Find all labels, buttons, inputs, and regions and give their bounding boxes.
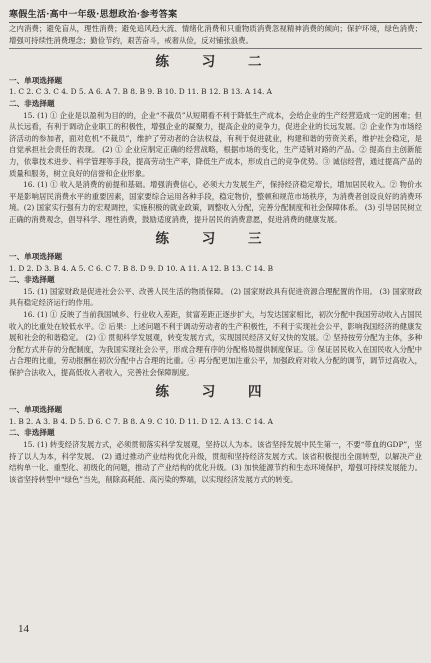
subheading: 二、非选择题: [9, 428, 55, 438]
section-title: 练 习 二: [155, 54, 276, 71]
subheading: 一、单项选择题: [9, 75, 63, 85]
answer-paragraph: 16. (1) ① 收入是消费的前提和基础。增强消费信心，必须大力发展生产，保持经济稳定增长，增加居民收入。② 物价水平是影响居民消费水平的重要因素，国家要综合运用各种手段，稳定物价，整顿和规范市场秩序，为消费者创设良好的消费环境。(2) 国家实行强有力的宏观调控，实施积极的就业政策，调整收入分配，完善分配制度和社会保障体系。 (3) 引导居民树立正确的消费观念，倡导科学、理性消费，鼓励适度消费，提升居民的消费意愿，促进消费的健康发展。: [9, 180, 422, 224]
divider: [9, 48, 422, 49]
subheading: 二、非选择题: [9, 98, 55, 108]
answer-line: 1. B 2. A 3. B 4. D 5. D 6. C 7. B 8. A 9. C 10. D 11. D 12. A 13. C 14. A: [9, 416, 273, 426]
subheading: 一、单项选择题: [9, 405, 63, 415]
answer-paragraph: 15. (1) 国家财政是促进社会公平、改善人民生活的物质保障。 (2) 国家财政具有促进资源合理配置的作用。 (3) 国家财政具有稳定经济运行的作用。: [9, 286, 422, 308]
subheading: 二、非选择题: [9, 275, 55, 285]
answer-paragraph: 15. (1) 转变经济发展方式，必须贯彻落实科学发展观，坚持以人为本。该省坚持发展中民生第一，不要“带血的GDP”，坚持了以人为本，科学发展。 (2) 通过推动产业结构优化升级，贯彻和坚持经济发展方式。该省积极提出全面转型，以解决产业结构单一化、重型化、初级化的问题，推动了产业结构的优化升级。(3) 加快能源节约和生态环境保护，增强可持续发展能力。该省坚持转型中“绿色”当先，削除高耗能、高污染的弊端，以实现经济发展方式的转变。: [9, 440, 422, 484]
subheading: 一、单项选择题: [9, 252, 63, 262]
page-header: [9, 6, 422, 23]
answer-line: 1. C 2. C 3. C 4. D 5. A 6. A 7. B 8. B 9. B 10. D 11. B 12. B 13. A 14. A: [9, 87, 272, 97]
answer-paragraph: 15. (1) ① 企业是以盈利为目的的，企业“不裁员”从短期看不利于降低生产成本，会给企业的生产经营造成一定的困难；但从长远看，有利于调动企业职工的积极性，增强企业的凝聚力，提高企业的竞争力，促进企业的长远发展。② 企业作为市场经济活动的参加者，面对危机“不裁员”，维护了劳动者的合法权益，有利于促进就业，构建和谐的劳资关系，维护社会稳定，是自觉承担社会责任的表现。 (2) ① 企业应制定正确的经营战略，根据市场的变化，生产适销对路的产品。② 提高自主创新能力，依靠技术进步、科学管理等手段，提高劳动生产率，降低生产成本，形成自己的竞争优势。③ 诚信经营，通过提高产品的质量和服务，树立良好的信誉和企业形象。: [9, 110, 422, 178]
intro-paragraph: 之内消费；避免盲从，理性消费；避免追风趋大流、情绪化消费和只重物质消费忽视精神消费的倾向；保护环境，绿色消费；增强可持续性消费理念；勤俭节约，艰苦奋斗，戒奢从俭，反对铺张浪费。: [9, 24, 422, 45]
answer-line: 1. D 2. D 3. B 4. A 5. C 6. C 7. B 8. D 9. D 10. A 11. A 12. B 13. C 14. B: [9, 263, 274, 273]
answer-paragraph: 16. (1) ① 反映了当前我国城乡、行业收入差距，贫富差距正逐步扩大，与发达国家相比，初次分配中我国劳动收入占国民收入的比重处在较低水平。② 后果：上述问题不利于调动劳动者的生产积极性，不利于实现社会公平，影响我国经济的健康发展和社会的和谐稳定。 (2) ① 贯彻科学发展观，转变发展方式，实现国民经济又好又快的发展。② 坚持按劳分配为主体，多种分配方式并存的分配制度，为我国实现社会公平，形成合理有序的分配格局提供制度保证。③ 保证居民收入在国民收入分配中占合理的比重，劳动报酬在初次分配中占合理的比重。④ 再分配更加注重公平，加强政府对收入分配的调节，调节过高收入，保护合法收入，提高低收入者收入，完善社会保障制度。: [9, 310, 422, 378]
page-number: 14: [18, 623, 29, 635]
section-title: 练 习 三: [155, 230, 276, 247]
section-title: 练 习 四: [155, 383, 276, 400]
header-title: 寒假生活·高中一年级·思想政治·参考答案: [9, 10, 178, 20]
content: [9, 23, 422, 485]
